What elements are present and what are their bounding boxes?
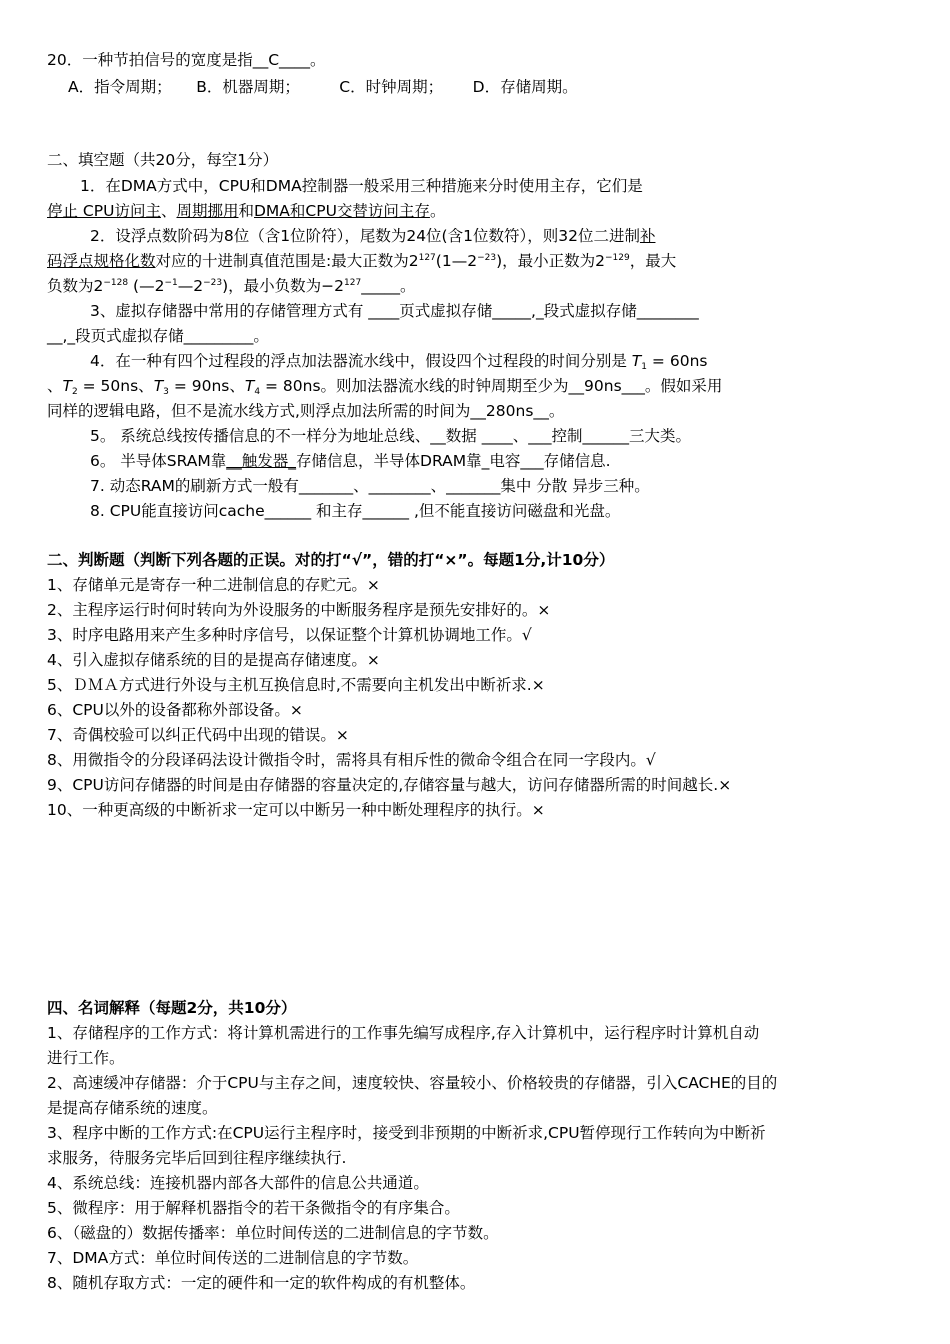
fill-q1-line2: 停止 CPU访问主、周期挪用和DMA和CPU交替访问主存。 [47,202,446,220]
terms-line: 进行工作。 [47,1049,125,1067]
fill-q1-answer-2: 周期挪用 [176,202,239,220]
fill-q2-line2: 码浮点规格化数对应的十进制真值范围是:最大正数为$2^{127}(1—2^{-23})$，最小正数为$2^{-129}$，最大 [47,252,677,270]
judge-item: 7、奇偶校验可以纠正代码中出现的错误。× [47,726,349,744]
judge-item: 4、引入虚拟存储系统的目的是提高存储速度。× [47,651,380,669]
fill-q2-line3: 负数为$2^{-128}$ $(—2^{-1}—2^{-23})$，最小负数为$-2^{127}\_\_\_\_\_$。 [47,277,416,295]
terms-line: 6、（磁盘的）数据传播率：单位时间传送的二进制信息的字节数。 [47,1224,499,1242]
fill-q3-line1: 3、虚拟存储器中常用的存储管理方式有 ____页式虚拟存储_____,_段式虚拟存储________ [90,302,699,320]
fill-q6-answer: __触发器_ [226,452,297,470]
fill-q4-line3: 同样的逻辑电路，但不是流水线方式,则浮点加法所需的时间为__280ns__。 [47,402,565,420]
fill-q4-line1: 4．在一种有四个过程段的浮点加法器流水线中，假设四个过程段的时间分别是 $T_1 = 60ns$ [90,352,708,372]
judge-item: 2、主程序运行时何时转向为外设服务的中断服务程序是预先安排好的。× [47,601,551,619]
fill-q1-answer-1: 停止 CPU访问主 [47,202,161,220]
fill-q1-line1: 1．在DMA方式中，CPU和DMA控制器一般采用三种措施来分时使用主存，它们是 [80,177,643,195]
fill-q6: 6。 半导体SRAM靠__触发器_存储信息，半导体DRAM靠_电容___存储信息. [90,452,611,470]
judge-item: 10、一种更高级的中断祈求一定可以中断另一种中断处理程序的执行。× [47,801,545,819]
fill-heading: 二、填空题（共20分，每空1分） [47,151,279,169]
fill-q5: 5。 系统总线按传播信息的不一样分为地址总线、__数据 ____、___控制______三大类。 [90,427,691,445]
fill-q4-line2: 、$T_2 = 50ns$、$T_3 = 90ns$、$T_4 = 80ns$。则加法器流水线的时钟周期至少为__90ns___。假如采用 [47,377,723,397]
terms-line: 3、程序中断的工作方式:在CPU运行主程序时，接受到非预期的中断祈求,CPU暂停现行工作转向为中断祈 [47,1124,766,1142]
terms-heading: 四、名词解释（每题2分，共10分） [47,999,297,1017]
fill-q3-line2: __,_段页式虚拟存储_________。 [47,327,269,345]
terms-line: 5、微程序：用于解释机器指令的若干条微指令的有序集合。 [47,1199,460,1217]
terms-line: 2、高速缓冲存储器：介于CPU与主存之间，速度较快、容量较小、价格较贵的存储器，引入CACHE的目的 [47,1074,778,1092]
judge-heading: 二、判断题（判断下列各题的正误。对的打“√”，错的打“×”。每题1分,计10分） [47,551,615,569]
fill-q2-line1: 2．设浮点数阶码为8位（含1位阶符），尾数为24位(含1位数符），则32位二进制补 [90,227,656,245]
fill-q1-answer-3: DMA和CPU交替访问主存 [254,202,430,220]
mc-options-20: A．指令周期； B．机器周期； C．时钟周期； D．存储周期。 [68,78,578,96]
mc-question-20: 20．一种节拍信号的宽度是指__C____。 [47,51,326,69]
terms-line: 8、随机存取方式：一定的硬件和一定的软件构成的有机整体。 [47,1274,476,1292]
judge-item: 8、用微指令的分段译码法设计微指令时，需将具有相斥性的微命令组合在同一字段内。√ [47,751,656,769]
terms-line: 7、DMA方式：单位时间传送的二进制信息的字节数。 [47,1249,419,1267]
fill-q2-answer-b: 码浮点规格化数 [47,252,156,270]
terms-line: 4、系统总线：连接机器内部各大部件的信息公共通道。 [47,1174,429,1192]
judge-item: 1、存储单元是寄存一种二进制信息的存贮元。× [47,576,380,594]
fill-q2-answer-a: 补 [639,227,656,245]
judge-item: 3、时序电路用来产生多种时序信号，以保证整个计算机协调地工作。√ [47,626,532,644]
terms-line: 是提高存储系统的速度。 [47,1099,218,1117]
judge-item: 6、CPU以外的设备都称外部设备。× [47,701,303,719]
fill-q8: 8. CPU能直接访问cache______ 和主存______ ,但不能直接访问磁盘和光盘。 [90,502,621,520]
terms-line: 求服务，待服务完毕后回到往程序继续执行. [47,1149,347,1167]
terms-line: 1、存储程序的工作方式：将计算机需进行的工作事先编写成程序,存入计算机中，运行程序时计算机自动 [47,1024,760,1042]
judge-item: 9、CPU访问存储器的时间是由存储器的容量决定的,存储容量与越大，访问存储器所需的时间越长.× [47,776,732,794]
fill-q7: 7. 动态RAM的刷新方式一般有_______、________、_______集中 分散 异步三种。 [90,477,650,495]
judge-item: 5、ＤＭＡ方式进行外设与主机互换信息时,不需要向主机发出中断祈求.× [47,676,545,694]
